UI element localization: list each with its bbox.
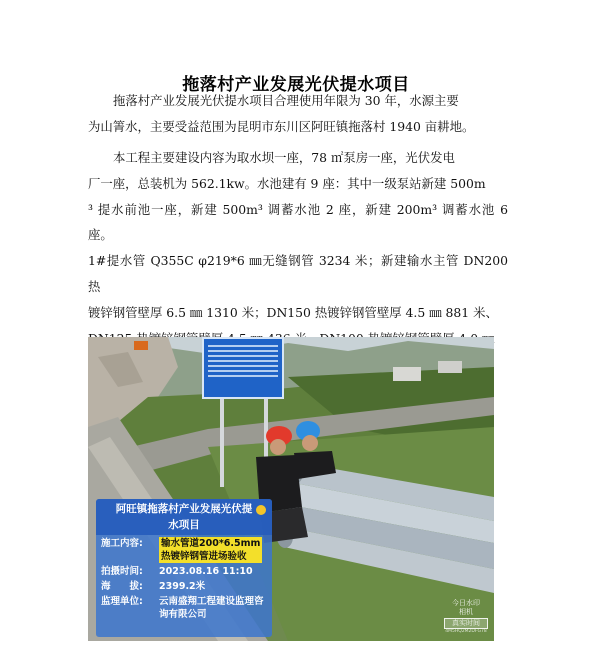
- stamp-verify-badge: 真实时间: [444, 618, 488, 629]
- watermark-title: 阿旺镇拖落村产业发展光伏提 水项目: [96, 499, 272, 535]
- stamp-line: 相机: [459, 608, 473, 616]
- watermark-row-altitude: [96, 580, 272, 593]
- watermark-row-supervisor: [96, 595, 272, 621]
- watermark-row-time: [96, 565, 272, 578]
- document-title: 拖落村产业发展光伏提水项目: [182, 75, 410, 95]
- camera-app-stamp: [444, 599, 488, 635]
- watermark-key: 海 拔:: [101, 581, 143, 592]
- stamp-code: 4M5HQ2M2DFG78: [445, 629, 487, 634]
- watermark-value: 云南盛翔工程建设监理咨 询有限公司: [159, 596, 264, 620]
- paragraph-construction-content: 本工程主要建设内容为取水坝一座，78 ㎡泵房一座，光伏发电 厂一座，总装机为 562.1kw。水池建有 9 座：其中一级泵站新建 500m ³ 提水前池一座，新建 500m³ 调蓄水池 2 座，新建 200m³ 调蓄水池 6 座。 1#提水管 Q355C φ219*6 ㎜无缝钢管 3234 米；新建输水主管 DN200 热 镀锌钢管壁厚 6.5 ㎜ 1310 米；DN150 热镀锌钢管壁厚 4.5 ㎜ 881 米、: [88, 150, 508, 320]
- watermark-key: 施工内容:: [101, 538, 143, 549]
- watermark-value-highlighted: 输水管道200*6.5mm 热镀锌钢管进场验收: [161, 538, 261, 562]
- watermark-key: 拍摄时间:: [101, 566, 143, 577]
- photo-watermark-panel: [96, 499, 272, 637]
- watermark-key: 监理单位:: [101, 596, 143, 607]
- stamp-line: 今日水印: [452, 599, 480, 607]
- watermark-value: 2399.2米: [159, 581, 206, 592]
- watermark-dot-icon: [256, 505, 266, 515]
- watermark-row-content: [96, 537, 272, 563]
- watermark-value: 2023.08.16 11:10: [159, 566, 253, 577]
- paragraph-overview: 拖落村产业发展光伏提水项目合理使用年限为 30 年，水源主要 为山箐水，主要受益范围为昆明市东川区阿旺镇拖落村 1940 亩耕地。: [88, 93, 475, 134]
- site-photo: [88, 337, 494, 641]
- project-info-sign: [202, 337, 284, 399]
